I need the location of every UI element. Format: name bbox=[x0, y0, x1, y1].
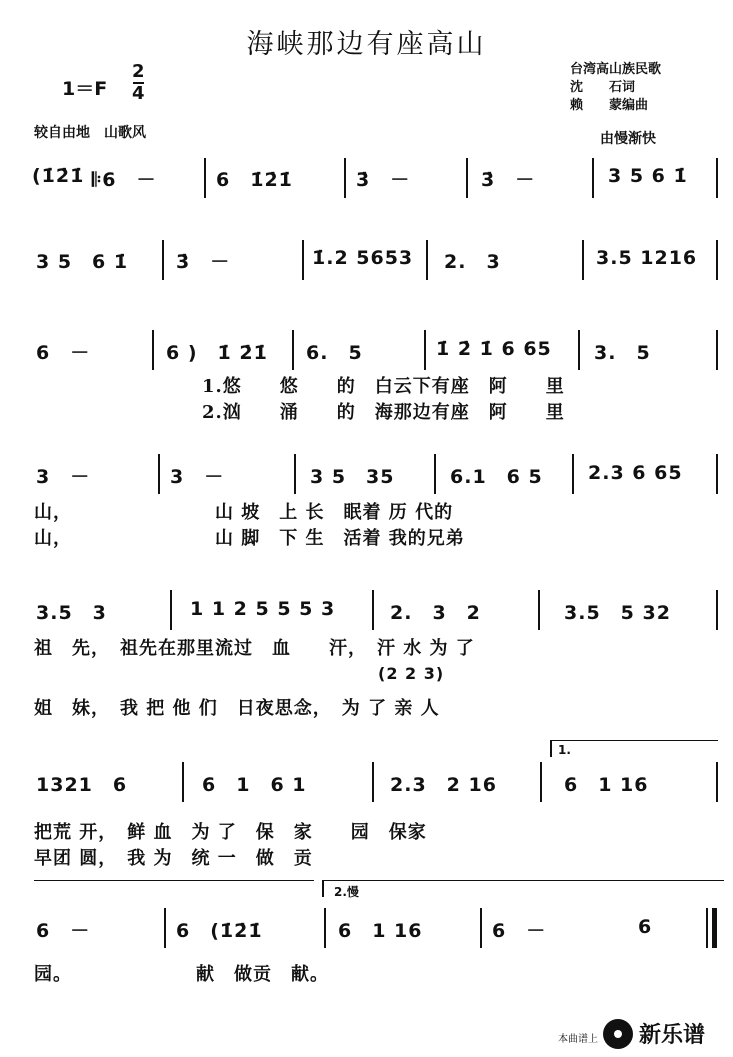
lyrics-verse-2: 2.汹 涌 的 海那边有座 阿 里 bbox=[202, 402, 565, 423]
lyrics-verse-1: 把荒 开， 鲜 血 为 了 保 家 园 保家 bbox=[34, 822, 427, 843]
bar-line bbox=[706, 908, 708, 948]
bar-line bbox=[152, 330, 154, 370]
volta-1: 1. bbox=[550, 740, 718, 757]
bar-line bbox=[716, 454, 718, 494]
measure-note: 6 ) 1̇ 2̇1̇ bbox=[166, 342, 268, 364]
staff-row-5 bbox=[26, 580, 720, 720]
measure-note: 2. 3 2 bbox=[390, 602, 481, 624]
site-logo[interactable] bbox=[603, 1018, 705, 1049]
lyrics-verse-2: 山， 山 脚 下 生 活着 我的兄弟 bbox=[34, 528, 465, 549]
bar-line bbox=[716, 158, 718, 198]
lyrics-verse-2: 姐 妹， 我 把 他 们 日夜思念， 为 了 亲 人 bbox=[34, 698, 440, 719]
measure-note: 3̇ － bbox=[176, 251, 231, 273]
staff-row-3 bbox=[26, 318, 720, 428]
tempo-change-marking: 由慢渐快 bbox=[600, 131, 656, 147]
measure-note: 6 bbox=[638, 916, 653, 938]
measure-note: 2. 3 bbox=[444, 251, 501, 273]
bar-line bbox=[372, 590, 374, 630]
final-bar-line bbox=[712, 908, 717, 948]
bar-line bbox=[164, 908, 166, 948]
measure-note: 6 － bbox=[36, 920, 91, 942]
lyrics-verse-1: 山， 山 坡 上 长 眠着 历 代的 bbox=[34, 502, 454, 523]
staff-row-6 bbox=[26, 740, 720, 870]
measure-note: 6 1 6 1 bbox=[202, 774, 307, 796]
measure-note: 3 5 6 1̇ bbox=[608, 165, 688, 187]
measure-note: 3 － bbox=[170, 466, 225, 488]
bar-line bbox=[426, 240, 428, 280]
bar-line bbox=[182, 762, 184, 802]
measure-note: 3̇ － bbox=[481, 169, 536, 191]
measure-note: 2.3 2 16 bbox=[390, 774, 497, 796]
measure-note: 6 1 16 bbox=[564, 774, 649, 796]
record-disc-icon bbox=[603, 1019, 633, 1049]
measure-note: 3.5 3 bbox=[36, 602, 107, 624]
staff-row-4 bbox=[26, 448, 720, 558]
measure-note: 1321 6 bbox=[36, 774, 128, 796]
bar-line bbox=[716, 330, 718, 370]
bar-line bbox=[302, 240, 304, 280]
lyrics-verse-2: 早团 圆， 我 为 统 一 做 贡 bbox=[34, 848, 313, 869]
measure-note: 3 － bbox=[36, 466, 91, 488]
bar-line bbox=[158, 454, 160, 494]
bar-line bbox=[204, 158, 206, 198]
measure-note: 1̇.2 5653 bbox=[312, 247, 414, 269]
measure-note: 3 5 6 1̇ bbox=[36, 251, 129, 273]
staff-row-1 bbox=[26, 150, 720, 210]
credit-origin: 台湾高山族民歌 bbox=[570, 62, 662, 77]
bar-line bbox=[162, 240, 164, 280]
measure-note: 2.3 6 65 bbox=[588, 462, 683, 484]
bar-line bbox=[572, 454, 574, 494]
measure-note: 6 － bbox=[492, 920, 547, 942]
lyrics-verse-1: 园。 献 做贡 献。 bbox=[34, 964, 329, 985]
bar-line bbox=[372, 762, 374, 802]
bar-line bbox=[424, 330, 426, 370]
measure-note: 6 － bbox=[36, 342, 91, 364]
bar-line bbox=[716, 762, 718, 802]
measure-note: 𝄆6 － bbox=[92, 169, 157, 191]
bar-line bbox=[578, 330, 580, 370]
bar-line bbox=[480, 908, 482, 948]
time-signature bbox=[132, 62, 145, 104]
bar-line bbox=[716, 590, 718, 630]
bar-line bbox=[716, 240, 718, 280]
alternate-notes: (2 2 3) bbox=[378, 664, 445, 683]
time-signature-top: 2 bbox=[132, 61, 145, 82]
lyrics-verse-1: 祖 先， 祖先在那里流过 血 汗， 汗 水 为 了 bbox=[34, 638, 475, 659]
song-title: 海峡那边有座高山 bbox=[246, 29, 487, 60]
bar-line bbox=[466, 158, 468, 198]
bar-line bbox=[170, 590, 172, 630]
measure-note: 3.5 1216 bbox=[596, 247, 698, 269]
measure-note: (1̇2̇1̇ bbox=[32, 165, 85, 187]
bar-line bbox=[592, 158, 594, 198]
credit-lyricist: 沈 石词 bbox=[570, 80, 636, 95]
bar-line bbox=[292, 330, 294, 370]
measure-note: 6. 5 bbox=[306, 342, 363, 364]
logo-text: 新乐谱 bbox=[638, 1023, 705, 1048]
measure-note: 6 1̇2̇1̇ bbox=[216, 169, 293, 191]
credit-arranger: 赖 蒙编曲 bbox=[570, 98, 649, 113]
staff-row-7 bbox=[26, 880, 720, 990]
measure-note: 6 (1̇2̇1̇ bbox=[176, 920, 263, 942]
bar-line bbox=[344, 158, 346, 198]
tempo-marking: 较自由地 山歌风 bbox=[34, 125, 146, 141]
measure-note: 3.5 5 32 bbox=[564, 602, 671, 624]
measure-note: 3̇ － bbox=[356, 169, 411, 191]
measure-note: 3. 5 bbox=[594, 342, 651, 364]
bar-line bbox=[582, 240, 584, 280]
key-signature: 1＝F bbox=[62, 78, 108, 100]
measure-note: 6 1 16 bbox=[338, 920, 423, 942]
bar-line bbox=[434, 454, 436, 494]
time-signature-bottom: 4 bbox=[132, 83, 145, 104]
bar-line bbox=[540, 762, 542, 802]
footer-text: 本曲谱上 bbox=[558, 1034, 598, 1045]
measure-note: 1 1 2 5 5 5 3 bbox=[190, 598, 336, 620]
measure-note: 6.1 6 5 bbox=[450, 466, 543, 488]
volta-2: 2.慢 bbox=[322, 880, 724, 897]
bar-line bbox=[294, 454, 296, 494]
lyrics-verse-1: 1.悠 悠 的 白云下有座 阿 里 bbox=[202, 376, 565, 397]
bar-line bbox=[324, 908, 326, 948]
bar-line bbox=[538, 590, 540, 630]
measure-note: 3 5 35 bbox=[310, 466, 395, 488]
measure-note: 1̇ 2̇ 1̇ 6 65 bbox=[436, 338, 552, 360]
staff-row-2 bbox=[26, 232, 720, 292]
